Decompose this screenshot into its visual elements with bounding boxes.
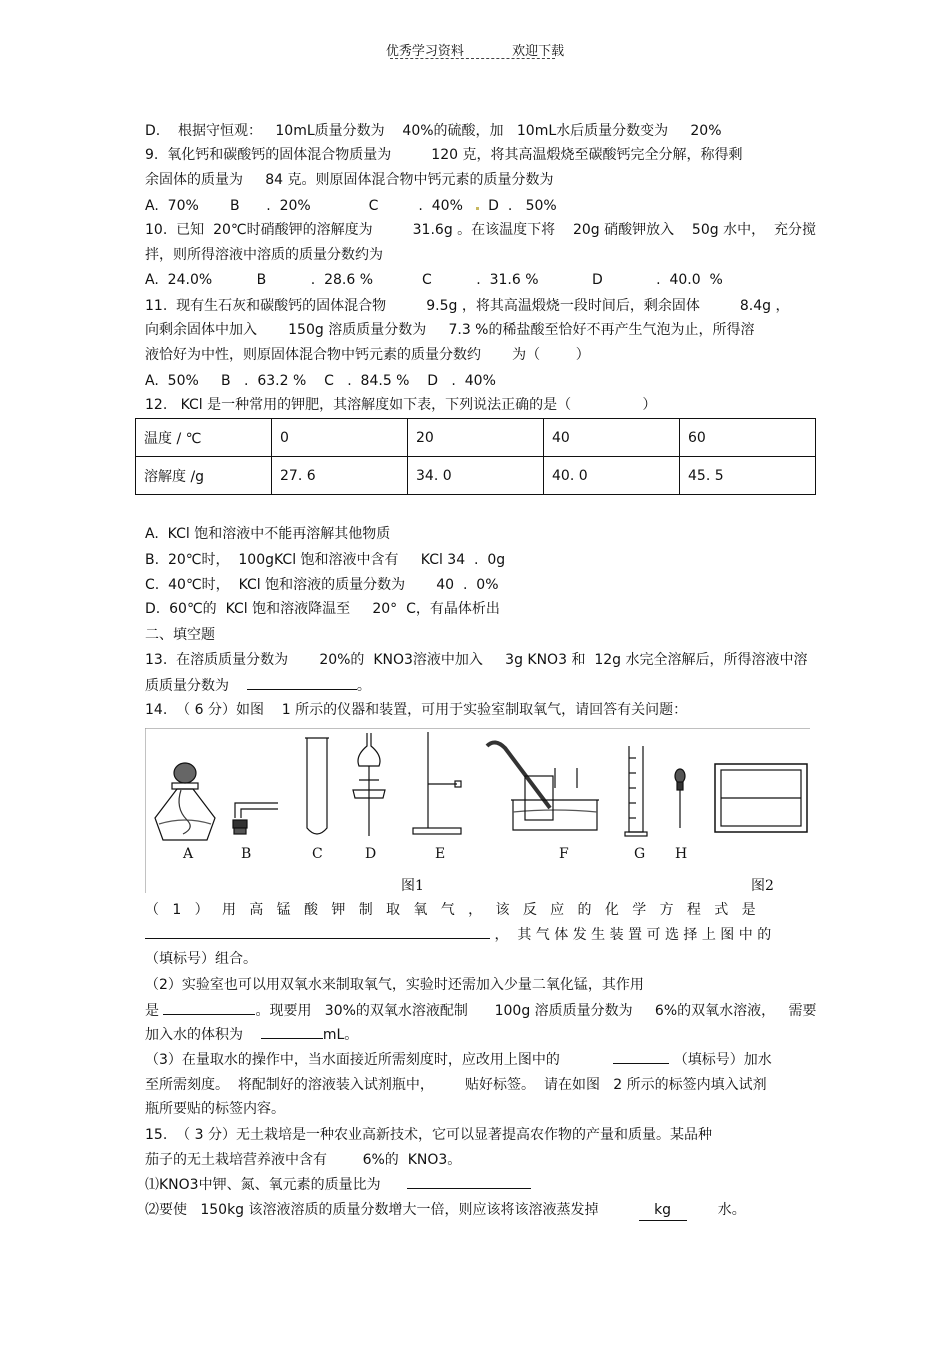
table-cell: 40 bbox=[544, 419, 680, 457]
water-trough-icon bbox=[487, 742, 599, 830]
q14-3-line3: 瓶所要贴的标签内容。 bbox=[145, 1101, 285, 1117]
q15-1-line bbox=[145, 1175, 531, 1195]
option-d-line: D. 根据守恒观： 10mL质量分数为 40%的硫酸，加 10mL水后质量分数变为 20% bbox=[145, 123, 722, 139]
question-10-options: A. 24.0% B . 28.6 % C . 31.6 % D . 40.0 % bbox=[145, 272, 723, 288]
alcohol-lamp-icon bbox=[155, 763, 215, 840]
question-11-line2: 向剩余固体中加入 150g 溶质质量分数为 7.3 %的稀盐酸至恰好不再产生气泡为止，所得溶 bbox=[145, 322, 755, 338]
q12-option-d: D. 60℃的 KCl 饱和溶液降温至 20° C，有晶体析出 bbox=[145, 601, 500, 617]
table-cell: 45. 5 bbox=[680, 457, 816, 495]
solubility-table bbox=[135, 418, 816, 495]
header-left: 优秀学习资料 bbox=[385, 44, 464, 59]
answer-blank bbox=[163, 1014, 255, 1015]
q13-end: 。 bbox=[356, 678, 371, 694]
page-header bbox=[0, 40, 950, 59]
question-15-line1: 15. （ 3 分）无土栽培是一种农业高新技术，它可以显著提高农作物的产量和质量。某品种 bbox=[145, 1127, 712, 1143]
question-11-line1: 11. 现有生石灰和碳酸钙的固体混合物 9.5g ，将其高温煅烧一段时间后，剩余固体 8.4g ， bbox=[145, 298, 790, 314]
q11-bracket: 为（ ） bbox=[512, 347, 590, 363]
options-abc: A. 70% B . 20% C . 40% bbox=[145, 198, 463, 214]
q14-2-text-c: 加入水的体积为 bbox=[145, 1027, 243, 1043]
q15-2-line bbox=[145, 1200, 746, 1221]
q12-option-b: B. 20℃时， 100gKCl 饱和溶液中含有 KCl 34 . 0g bbox=[145, 552, 506, 568]
table-row bbox=[136, 419, 816, 457]
figure-label: B bbox=[241, 846, 252, 862]
figure-label: D bbox=[365, 846, 377, 862]
question-15-line2: 茄子的无土栽培营养液中含有 6%的 KNO3。 bbox=[145, 1152, 462, 1168]
separatory-funnel-icon bbox=[353, 733, 385, 836]
q14-2-line3 bbox=[145, 1025, 358, 1045]
q14-2-line1: （2）实验室也可以用双氧水来制取氧气，实验时还需加入少量二氧化锰，其作用 bbox=[145, 977, 644, 993]
q14-3-line2: 至所需刻度。 将配制好的溶液装入试剂瓶中， 贴好标签。 请在如图 2 所示的标签内填入试剂 bbox=[145, 1077, 767, 1093]
q15-1-text: ⑴KNO3中钾、氮、氧元素的质量比为 bbox=[145, 1177, 381, 1193]
label-frame-icon bbox=[715, 764, 807, 832]
graduated-cylinder-icon bbox=[625, 746, 647, 836]
figure-1-caption: 图1 bbox=[401, 878, 424, 894]
question-11-line3 bbox=[145, 345, 590, 365]
q15-2-end: 水。 bbox=[717, 1202, 746, 1218]
figure-label: H bbox=[675, 846, 688, 862]
figure-2-caption: 图2 bbox=[751, 878, 774, 894]
q15-2-text: ⑵要使 150kg 该溶液溶质的质量分数增大一倍，则应该将该溶液蒸发掉 bbox=[145, 1202, 599, 1218]
apparatus-drawing bbox=[145, 728, 810, 893]
table-row bbox=[136, 457, 816, 495]
question-13-line2 bbox=[145, 676, 371, 696]
iron-stand-icon bbox=[413, 732, 461, 834]
q12-option-a: A. KCl 饱和溶液中不能再溶解其他物质 bbox=[145, 526, 391, 542]
q14-1-line1: （ 1 ） 用 高 锰 酸 钾 制 取 氧 气 ， 该 反 应 的 化 学 方 程 式 是 bbox=[145, 902, 756, 918]
header-right: 欢迎下载 bbox=[512, 44, 565, 59]
question-12-line: 12. KCl 是一种常用的钾肥，其溶解度如下表，下列说法正确的是（ ） bbox=[145, 397, 657, 413]
table-cell: 34. 0 bbox=[408, 457, 544, 495]
question-10-line2: 拌，则所得溶液中溶质的质量分数约为 bbox=[145, 247, 383, 263]
figure-label: A bbox=[183, 846, 194, 862]
q14-3-text-b: （填标号）加水 bbox=[673, 1052, 772, 1068]
q14-2-line2 bbox=[145, 1001, 817, 1021]
dropper-icon bbox=[675, 769, 685, 828]
test-tube-icon bbox=[305, 738, 329, 834]
table-cell: 27. 6 bbox=[272, 457, 408, 495]
answer-blank-kg: kg bbox=[639, 1200, 687, 1221]
q14-1-text: ， 其 气 体 发 生 装 置 可 选 择 上 图 中 的 bbox=[494, 927, 772, 943]
table-cell: 20 bbox=[408, 419, 544, 457]
answer-blank bbox=[145, 938, 490, 939]
q14-2-unit: mL。 bbox=[322, 1027, 359, 1043]
answer-blank bbox=[261, 1038, 323, 1039]
q14-2-text-b: 。现要用 30%的双氧水溶液配制 100g 溶质质量分数为 6%的双氧水溶液， 需要 bbox=[255, 1003, 817, 1019]
table-cell: 温度 / ℃ bbox=[136, 419, 272, 457]
q13-text: 质质量分数为 bbox=[145, 678, 229, 694]
question-9-line2: 余固体的质量为 84 克。则原固体混合物中钙元素的质量分数为 bbox=[145, 172, 554, 188]
question-13-line1: 13. 在溶质质量分数为 20%的 KNO3溶液中加入 3g KNO3 和 12g 水完全溶解后，所得溶液中溶 bbox=[145, 652, 808, 668]
q14-1-line3: （填标号）组合。 bbox=[145, 951, 257, 967]
table-cell: 溶解度 /g bbox=[136, 457, 272, 495]
header-divider bbox=[390, 58, 555, 59]
table-cell: 40. 0 bbox=[544, 457, 680, 495]
q14-3-text-a: （3）在量取水的操作中，当水面接近所需刻度时，应改用上图中的 bbox=[145, 1052, 560, 1068]
speck bbox=[476, 207, 479, 210]
q12-option-c: C. 40℃时， KCl 饱和溶液的质量分数为 40 . 0% bbox=[145, 577, 499, 593]
q14-1-line2 bbox=[145, 925, 771, 945]
q11-text: 液恰好为中性，则原固体混合物中钙元素的质量分数约 bbox=[145, 347, 481, 363]
question-9-options bbox=[145, 196, 557, 216]
figure-label: C bbox=[312, 846, 323, 862]
answer-blank bbox=[613, 1063, 669, 1064]
figure-label: E bbox=[435, 846, 446, 862]
figure-label: G bbox=[634, 846, 646, 862]
table-cell: 60 bbox=[680, 419, 816, 457]
question-14-line: 14. （ 6 分）如图 1 所示的仪器和装置，可用于实验室制取氧气，请回答有关问题： bbox=[145, 702, 688, 718]
q14-3-line1 bbox=[145, 1050, 772, 1070]
q14-2-text-a: 是 bbox=[145, 1003, 159, 1019]
answer-blank bbox=[407, 1188, 531, 1189]
table-cell: 0 bbox=[272, 419, 408, 457]
stopper-tube-icon bbox=[233, 803, 278, 834]
answer-blank bbox=[247, 689, 357, 690]
question-9-line1: 9. 氧化钙和碳酸钙的固体混合物质量为 120 克，将其高温煅烧至碳酸钙完全分解，称得剩 bbox=[145, 147, 743, 163]
lab-apparatus-figure bbox=[145, 728, 810, 893]
section-2-title: 二、填空题 bbox=[145, 627, 215, 643]
question-11-options: A. 50% B . 63.2 % C . 84.5 % D . 40% bbox=[145, 373, 496, 389]
option-d: D . 50% bbox=[488, 198, 557, 214]
figure-label: F bbox=[559, 846, 569, 862]
question-10-line1: 10. 已知 20℃时硝酸钾的溶解度为 31.6g 。在该温度下将 20g 硝酸钾放入 50g 水中， 充分搅 bbox=[145, 222, 816, 238]
